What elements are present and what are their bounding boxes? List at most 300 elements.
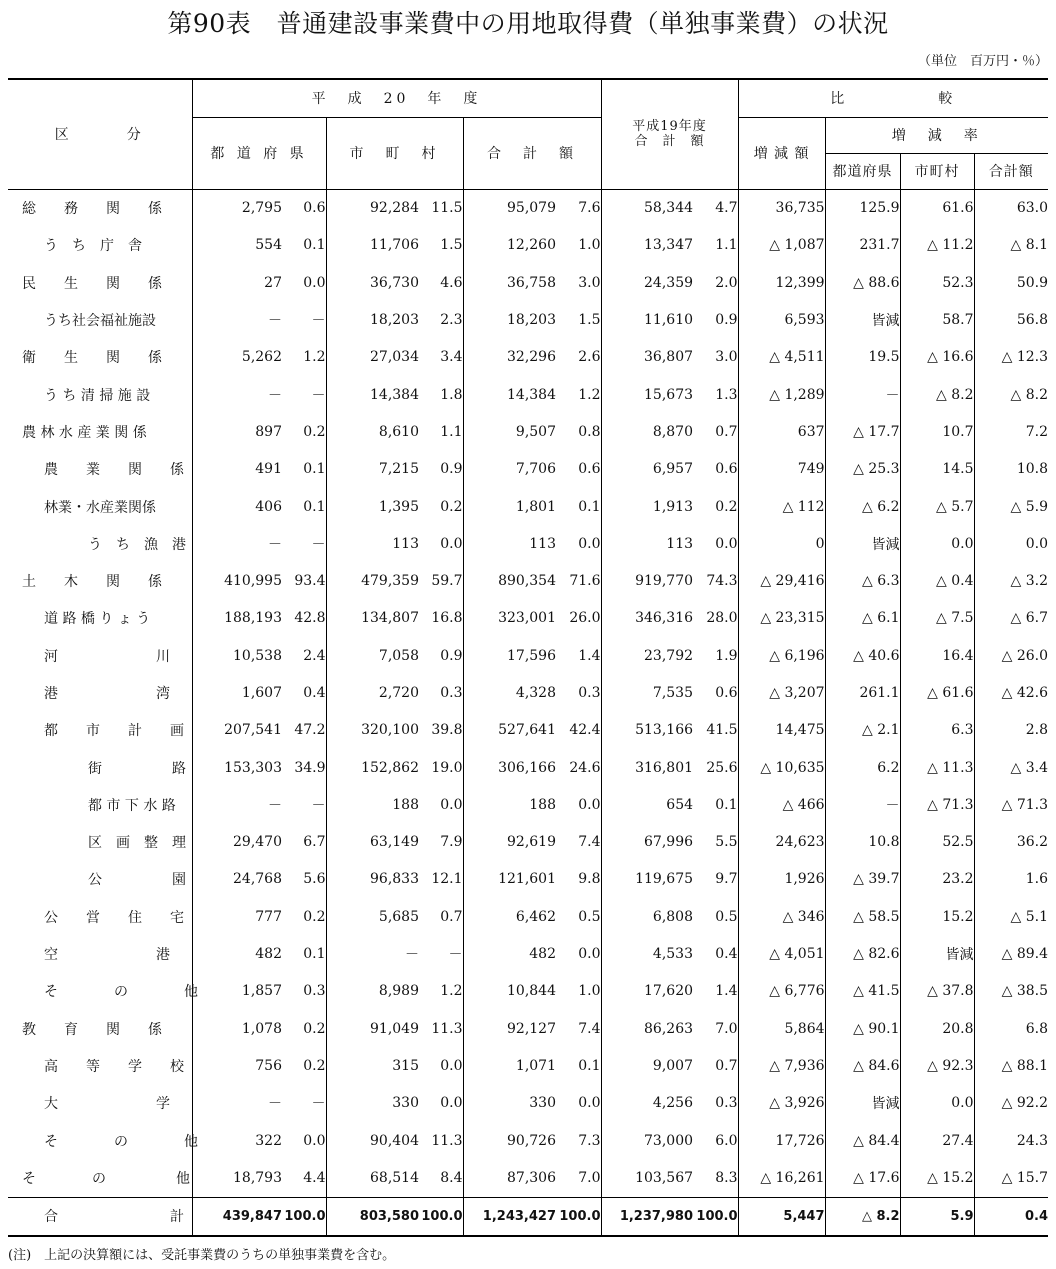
table-cell: 0.2: [303, 1020, 326, 1037]
row-label: 都 市 下 水 路: [88, 797, 176, 814]
row-label: 公 園: [88, 872, 186, 889]
table-cell: △ 84.4: [825, 1122, 900, 1159]
table-cell: 24.6: [569, 759, 601, 776]
table-cell: 25.6: [706, 759, 738, 776]
table-cell: 8,870: [601, 413, 693, 450]
table-cell: 0.6: [715, 461, 738, 478]
table-cell: 36,807: [601, 339, 693, 376]
table-cell: －: [311, 387, 326, 404]
table-cell: 0.1: [578, 1057, 601, 1074]
table-cell: △ 8.1: [974, 227, 1048, 264]
row-label: 合 計: [8, 1197, 192, 1236]
table-cell: 113: [326, 525, 419, 562]
table-cell: 11.3: [431, 1020, 463, 1037]
table-cell: 6.2: [825, 749, 900, 786]
table-cell: 100.0: [282, 1197, 326, 1236]
table-cell: 919,770: [601, 562, 693, 599]
table-cell: △ 8.2: [900, 376, 974, 413]
table-row: [8, 525, 1048, 562]
header-pref: 都 道 府 県: [192, 117, 326, 189]
table-cell: 0.3: [578, 685, 601, 701]
table-cell: 803,580: [326, 1197, 419, 1236]
unit-label: （単位 百万円・％）: [917, 54, 1048, 69]
table-row: [8, 674, 1048, 711]
table-cell: 5,447: [738, 1197, 825, 1236]
table-cell: △ 0.4: [900, 562, 974, 599]
row-label: う ち 清 掃 施 設: [44, 387, 151, 404]
table-cell: 5.5: [715, 834, 738, 851]
header-muni: 市 町 村: [326, 117, 463, 189]
table-cell: 16.4: [900, 637, 974, 674]
table-cell: 0.5: [715, 908, 738, 925]
table-cell: 10.7: [900, 413, 974, 450]
header-rate-muni: 市町村: [900, 153, 974, 189]
table-cell: 0.0: [303, 274, 326, 291]
table-cell: 113: [463, 525, 556, 562]
table-cell: △ 6.7: [974, 600, 1048, 637]
table-cell: △ 5.1: [974, 898, 1048, 935]
table-cell: 890,354: [463, 562, 556, 599]
table-cell: 17,596: [463, 637, 556, 674]
table-cell: 41.5: [706, 722, 738, 739]
table-cell: △ 3.2: [974, 562, 1048, 599]
table-cell: 1.8: [440, 386, 463, 403]
table-cell: 316,801: [601, 749, 693, 786]
header-rate: 増 減 率: [825, 117, 1048, 153]
table-cell: 1.1: [440, 423, 463, 440]
table-cell: 4.4: [303, 1169, 326, 1186]
table-cell: 93.4: [294, 573, 326, 590]
table-cell: 7.0: [715, 1020, 738, 1037]
table-cell: 0.1: [303, 946, 326, 963]
table-cell: 23,792: [601, 637, 693, 674]
table-cell: 0.6: [303, 200, 326, 217]
table-cell: △ 1,289: [738, 376, 825, 413]
table-cell: 0.4: [303, 685, 326, 701]
table-cell: 330: [463, 1085, 556, 1122]
table-cell: △ 17.6: [825, 1159, 900, 1197]
table-cell: 0.3: [440, 685, 463, 701]
table-cell: 92,284: [326, 189, 419, 227]
table-cell: 2.4: [303, 647, 326, 664]
table-cell: 1.4: [578, 647, 601, 664]
table-cell: 3.4: [440, 349, 463, 366]
table-cell: 18,793: [192, 1159, 282, 1197]
table-cell: 4.7: [715, 200, 738, 217]
table-row: [8, 189, 1048, 227]
table-cell: 1.6: [974, 861, 1048, 898]
table-cell: 28.0: [706, 610, 738, 627]
table-cell: △ 40.6: [825, 637, 900, 674]
table-cell: 8,989: [326, 973, 419, 1010]
table-cell: 2.8: [974, 712, 1048, 749]
data-table: [8, 78, 1048, 1237]
table-cell: △ 8.2: [974, 376, 1048, 413]
row-label: そ の 他: [44, 984, 198, 1001]
table-cell: △ 29,416: [738, 562, 825, 599]
table-cell: 0.0: [440, 535, 463, 552]
table-cell: 皆減: [900, 935, 974, 972]
table-cell: 7,706: [463, 451, 556, 488]
table-cell: 7.9: [440, 834, 463, 851]
table-cell: 61.6: [900, 189, 974, 227]
table-cell: 6,808: [601, 898, 693, 935]
table-cell: 1.9: [715, 647, 738, 664]
table-cell: 0.1: [303, 461, 326, 478]
header-rate-total: 合計額: [974, 153, 1048, 189]
table-cell: 36,735: [738, 189, 825, 227]
table-cell: 315: [326, 1047, 419, 1084]
table-cell: 1,913: [601, 488, 693, 525]
table-cell: 513,166: [601, 712, 693, 749]
table-cell: 320,100: [326, 712, 419, 749]
table-cell: 306,166: [463, 749, 556, 786]
table-cell: 8,610: [326, 413, 419, 450]
table-cell: 0.1: [578, 498, 601, 515]
table-cell: △ 39.7: [825, 861, 900, 898]
table-cell: 2,795: [192, 189, 282, 227]
table-cell: 42.8: [294, 610, 326, 627]
table-cell: 1.2: [303, 349, 326, 366]
table-cell: 14,475: [738, 712, 825, 749]
table-row: [8, 749, 1048, 786]
table-cell: 2.0: [715, 274, 738, 291]
header-rate-pref: 都道府県: [825, 153, 900, 189]
table-cell: 27,034: [326, 339, 419, 376]
table-cell: △ 15.7: [974, 1159, 1048, 1197]
table-cell: △ 4,051: [738, 935, 825, 972]
row-label: 民 生 関 係: [22, 275, 162, 292]
row-label: 教 育 関 係: [22, 1021, 162, 1038]
table-cell: 0.3: [303, 983, 326, 1000]
table-cell: △ 6.3: [825, 562, 900, 599]
table-cell: 11,706: [326, 227, 419, 264]
table-cell: △ 88.1: [974, 1047, 1048, 1084]
table-body: [8, 189, 1048, 1236]
table-cell: △ 92.3: [900, 1047, 974, 1084]
table-cell: 36,758: [463, 264, 556, 301]
table-cell: △ 71.3: [974, 786, 1048, 823]
table-cell: －: [311, 797, 326, 814]
table-cell: 58.7: [900, 301, 974, 338]
row-label: 道 路 橋 り ょ う: [44, 611, 151, 628]
table-cell: 9,507: [463, 413, 556, 450]
table-cell: －: [192, 376, 282, 413]
table-cell: 23.2: [900, 861, 974, 898]
table-cell: 2.3: [440, 312, 463, 329]
table-row: [8, 600, 1048, 637]
table-cell: 121,601: [463, 861, 556, 898]
table-cell: △ 17.7: [825, 413, 900, 450]
table-cell: 188: [463, 786, 556, 823]
table-cell: 24.3: [974, 1122, 1048, 1159]
table-cell: 0.7: [440, 908, 463, 925]
table-cell: △ 38.5: [974, 973, 1048, 1010]
table-row: [8, 637, 1048, 674]
table-cell: 134,807: [326, 600, 419, 637]
table-cell: 91,049: [326, 1010, 419, 1047]
table-cell: 52.3: [900, 264, 974, 301]
table-cell: 8.4: [440, 1169, 463, 1186]
table-cell: 1,243,427: [463, 1197, 556, 1236]
table-cell: 19.5: [825, 339, 900, 376]
table-cell: 777: [192, 898, 282, 935]
table-row: [8, 712, 1048, 749]
table-cell: 654: [601, 786, 693, 823]
table-cell: 71.6: [569, 573, 601, 590]
table-cell: 322: [192, 1122, 282, 1159]
table-cell: －: [825, 786, 900, 823]
table-cell: 26.0: [569, 610, 601, 627]
table-row: [8, 1010, 1048, 1047]
table-cell: 0.3: [715, 1095, 738, 1112]
table-cell: 0.0: [900, 525, 974, 562]
table-cell: －: [326, 935, 419, 972]
table-cell: 153,303: [192, 749, 282, 786]
table-cell: △ 84.6: [825, 1047, 900, 1084]
table-cell: 7,058: [326, 637, 419, 674]
table-cell: 96,833: [326, 861, 419, 898]
table-cell: 439,847: [192, 1197, 282, 1236]
table-row: [8, 1122, 1048, 1159]
table-cell: 0.0: [578, 535, 601, 552]
table-row: [8, 301, 1048, 338]
table-cell: 1.2: [440, 983, 463, 1000]
table-cell: 24,623: [738, 824, 825, 861]
table-cell: △ 12.3: [974, 339, 1048, 376]
page-title: 第90表 普通建設事業費中の用地取得費（単独事業費）の状況: [167, 9, 889, 38]
header-diff: 増 減 額: [738, 117, 825, 189]
table-cell: 16.8: [431, 610, 463, 627]
table-cell: 113: [601, 525, 693, 562]
table-cell: 7.4: [578, 1020, 601, 1037]
table-cell: △ 6,776: [738, 973, 825, 1010]
table-cell: 637: [738, 413, 825, 450]
table-cell: △ 37.8: [900, 973, 974, 1010]
table-cell: 19.0: [431, 759, 463, 776]
table-cell: 18,203: [326, 301, 419, 338]
table-cell: 36,730: [326, 264, 419, 301]
table-cell: 0.1: [303, 237, 326, 254]
table-cell: 5.6: [303, 871, 326, 888]
table-cell: 0.2: [440, 498, 463, 515]
table-cell: 14,384: [326, 376, 419, 413]
table-cell: 0.1: [303, 498, 326, 515]
row-label: 区 画 整 理: [88, 835, 186, 852]
table-cell: 207,541: [192, 712, 282, 749]
table-cell: 皆減: [825, 525, 900, 562]
table-cell: 527,641: [463, 712, 556, 749]
table-cell: 10,844: [463, 973, 556, 1010]
table-cell: 756: [192, 1047, 282, 1084]
table-cell: 42.4: [569, 722, 601, 739]
table-cell: 1,607: [192, 674, 282, 711]
table-cell: 0.0: [974, 525, 1048, 562]
header-h19: 平成19年度 合 計 額: [601, 79, 738, 189]
table-cell: 5,262: [192, 339, 282, 376]
row-label: 大 学: [44, 1096, 170, 1113]
table-cell: 63.0: [974, 189, 1048, 227]
table-row: [8, 935, 1048, 972]
table-cell: △ 3.4: [974, 749, 1048, 786]
table-cell: 1.3: [715, 386, 738, 403]
table-cell: 24,768: [192, 861, 282, 898]
table-cell: 6,593: [738, 301, 825, 338]
table-cell: 1.0: [578, 237, 601, 254]
table-cell: 152,862: [326, 749, 419, 786]
table-cell: 1.2: [578, 386, 601, 403]
table-row: [8, 488, 1048, 525]
row-label: うち社会福祉施設: [44, 313, 156, 330]
table-cell: －: [192, 1085, 282, 1122]
table-cell: △ 1,087: [738, 227, 825, 264]
table-cell: 406: [192, 488, 282, 525]
header-compare: 比 較: [738, 79, 1048, 117]
table-cell: 119,675: [601, 861, 693, 898]
table-cell: 0.0: [578, 1095, 601, 1112]
table-row: [8, 227, 1048, 264]
table-cell: 12,260: [463, 227, 556, 264]
table-cell: △ 10,635: [738, 749, 825, 786]
table-cell: 103,567: [601, 1159, 693, 1197]
table-row: [8, 861, 1048, 898]
table-cell: 188,193: [192, 600, 282, 637]
table-cell: △ 82.6: [825, 935, 900, 972]
table-cell: 68,514: [326, 1159, 419, 1197]
table-cell: 12.1: [431, 871, 463, 888]
table-cell: 2.6: [578, 349, 601, 366]
table-cell: 1,801: [463, 488, 556, 525]
table-cell: △ 6.2: [825, 488, 900, 525]
table-row: [8, 1159, 1048, 1197]
table-cell: 5,685: [326, 898, 419, 935]
table-cell: 6.8: [974, 1010, 1048, 1047]
table-cell: －: [192, 786, 282, 823]
table-cell: 8.3: [715, 1169, 738, 1186]
table-cell: 897: [192, 413, 282, 450]
table-cell: △ 25.3: [825, 451, 900, 488]
table-cell: 7.3: [578, 1132, 601, 1149]
table-cell: △ 8.2: [825, 1197, 900, 1236]
table-cell: 3.0: [715, 349, 738, 366]
table-cell: 0.4: [715, 946, 738, 963]
table-cell: 0.7: [715, 423, 738, 440]
row-label: 農 林 水 産 業 関 係: [22, 424, 147, 441]
table-cell: 0.9: [715, 312, 738, 329]
table-cell: △ 11.2: [900, 227, 974, 264]
table-cell: 11.3: [431, 1132, 463, 1149]
table-cell: 330: [326, 1085, 419, 1122]
table-cell: △ 112: [738, 488, 825, 525]
row-label: 林業・水産業関係: [44, 499, 156, 516]
table-cell: 20.8: [900, 1010, 974, 1047]
table-cell: 59.7: [431, 573, 463, 590]
table-cell: －: [192, 525, 282, 562]
table-cell: 90,726: [463, 1122, 556, 1159]
table-cell: 4,328: [463, 674, 556, 711]
table-cell: －: [825, 376, 900, 413]
table-cell: 4,533: [601, 935, 693, 972]
table-cell: 0.0: [578, 796, 601, 813]
table-cell: 0.6: [578, 461, 601, 478]
table-cell: 11.5: [431, 200, 463, 217]
table-cell: △ 11.3: [900, 749, 974, 786]
table-cell: 0.9: [440, 461, 463, 478]
table-cell: 90,404: [326, 1122, 419, 1159]
table-cell: △ 7.5: [900, 600, 974, 637]
table-cell: 18,203: [463, 301, 556, 338]
table-cell: 10,538: [192, 637, 282, 674]
table-cell: △ 58.5: [825, 898, 900, 935]
table-row: [8, 786, 1048, 823]
table-row: [8, 824, 1048, 861]
table-cell: 87,306: [463, 1159, 556, 1197]
table-cell: 5,864: [738, 1010, 825, 1047]
table-cell: 1.5: [440, 237, 463, 254]
table-cell: 100.0: [556, 1197, 601, 1236]
table-cell: △ 6,196: [738, 637, 825, 674]
table-cell: 7.0: [578, 1169, 601, 1186]
table-cell: 0.7: [715, 1057, 738, 1074]
table-cell: 皆減: [825, 1085, 900, 1122]
table-cell: 4.6: [440, 274, 463, 291]
row-label: う ち 漁 港: [88, 536, 186, 553]
table-cell: △ 16.6: [900, 339, 974, 376]
table-cell: 1.1: [715, 237, 738, 254]
row-label: 衛 生 関 係: [22, 350, 162, 367]
table-cell: 100.0: [693, 1197, 738, 1236]
table-row: [8, 1047, 1048, 1084]
table-cell: 7,215: [326, 451, 419, 488]
table-cell: 0.0: [900, 1085, 974, 1122]
table-cell: 13,347: [601, 227, 693, 264]
table-cell: 410,995: [192, 562, 282, 599]
row-label: 農 業 関 係: [44, 462, 184, 479]
table-cell: 10.8: [974, 451, 1048, 488]
table-cell: 0.0: [440, 1057, 463, 1074]
table-cell: 9.8: [578, 871, 601, 888]
table-cell: 10.8: [825, 824, 900, 861]
table-cell: －: [311, 536, 326, 553]
header-category: 区 分: [8, 79, 192, 189]
table-cell: 1,071: [463, 1047, 556, 1084]
table-cell: 39.8: [431, 722, 463, 739]
table-cell: △ 26.0: [974, 637, 1048, 674]
table-cell: 7.4: [578, 834, 601, 851]
row-label: そ の 他: [44, 1133, 198, 1150]
table-cell: 100.0: [419, 1197, 463, 1236]
header-h20: 平 成 20 年 度: [192, 79, 601, 117]
table-cell: 1,926: [738, 861, 825, 898]
table-cell: 482: [192, 935, 282, 972]
table-cell: △ 4,511: [738, 339, 825, 376]
table-cell: 52.5: [900, 824, 974, 861]
table-cell: 0.0: [303, 1132, 326, 1149]
table-cell: △ 5.9: [974, 488, 1048, 525]
table-row: [8, 339, 1048, 376]
table-cell: △ 16,261: [738, 1159, 825, 1197]
table-cell: 261.1: [825, 674, 900, 711]
table-cell: 50.9: [974, 264, 1048, 301]
table-cell: △ 41.5: [825, 973, 900, 1010]
table-cell: 323,001: [463, 600, 556, 637]
table-cell: 479,359: [326, 562, 419, 599]
table-cell: 0.0: [578, 946, 601, 963]
table-cell: 0.2: [303, 423, 326, 440]
table-cell: －: [311, 1096, 326, 1113]
table-cell: 6.0: [715, 1132, 738, 1149]
table-cell: △ 346: [738, 898, 825, 935]
